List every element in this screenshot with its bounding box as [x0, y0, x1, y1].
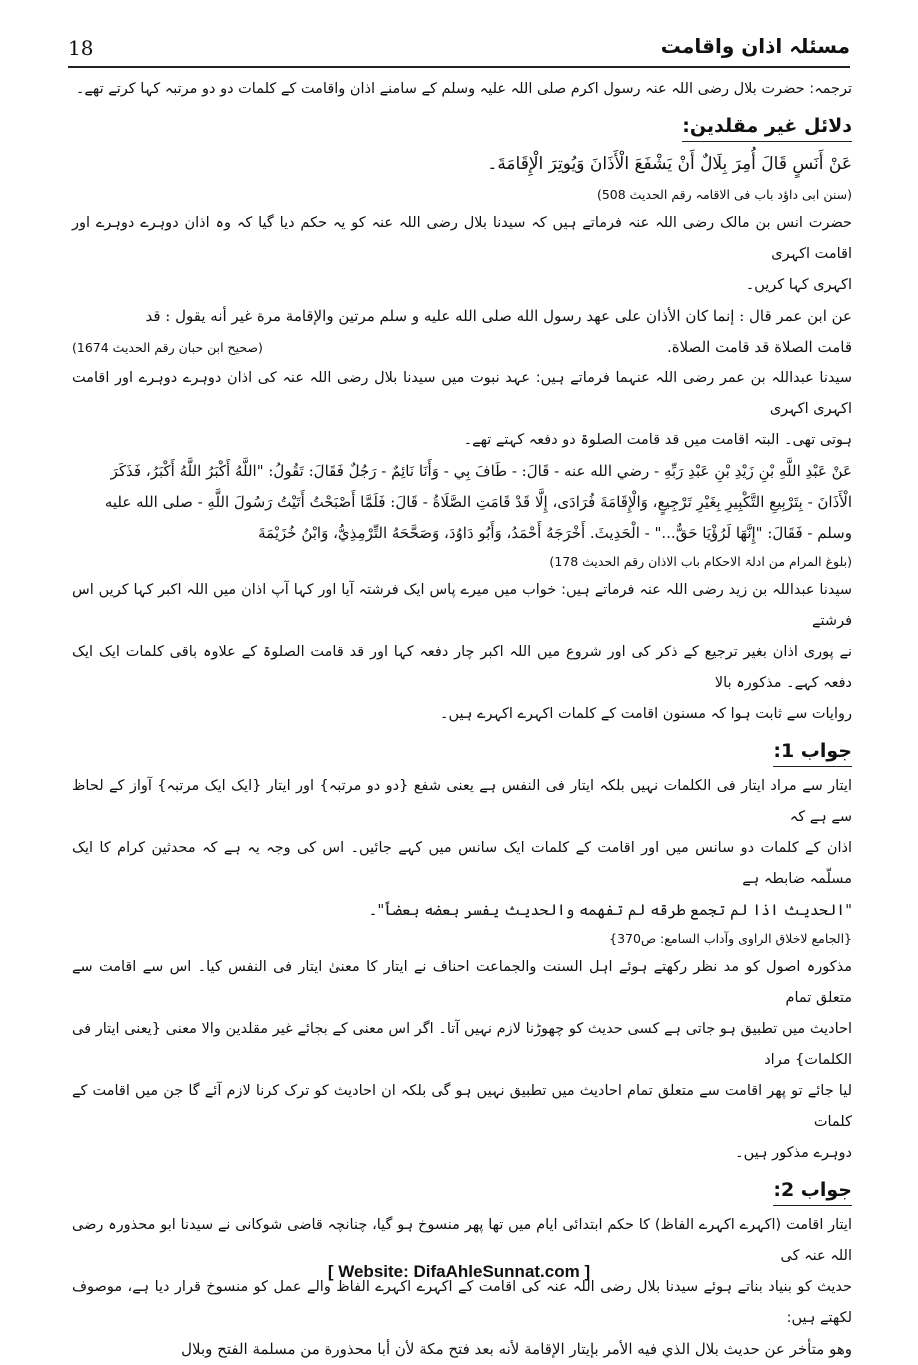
- translation-line: ترجمہ: حضرت بلال رضی اللہ عنہ رسول اکرم صلی اللہ علیہ وسلم کے سامنے اذان واقامت کے کلمات دو دو مرتبہ کہا کرتے تھے۔: [75, 81, 852, 97]
- jawab1-line-1: ایتار سے مراد ایتار فی الکلمات نہیں بلکہ ایتار فی النفس ہے یعنی شفع {دو دو مرتبہ} اور ایتار {ایک ایک مرتبہ} آواز کے لحاظ سے ہے کہ: [72, 778, 852, 825]
- ibn-umar-row: [72, 332, 852, 363]
- paragraph-zayd-3: روایات سے ثابت ہوا کہ مسنون اقامت کے کلمات اکہرے اکہرے ہیں۔: [439, 706, 852, 722]
- reference-abudawud: (سنن ابی داؤد باب فی الاقامہ رقم الحدیث 508): [596, 187, 852, 202]
- jawab2-line-1: ایتار اقامت (اکہرے اکہرے الفاظ) کا حکم ابتدائی ایام میں تھا پھر منسوخ ہو گیا، چنانچہ قاضی شوکانی نے سیدنا ابو محذورہ رضی اللہ عنہ کی: [72, 1217, 852, 1264]
- paragraph-ibnumar-1: سیدنا عبداللہ بن عمر رضی اللہ عنہما فرماتے ہیں: عہد نبوت میں سیدنا بلال رضی اللہ عنہ کی اذان دوہرے دوہرے اور اقامت اکہری اکہری: [72, 370, 852, 417]
- jawab1-line-2: اذان کے کلمات دو سانس میں اور اقامت کے کلمات ایک سانس میں کہے جائیں۔ اس کی وجہ یہ ہے کہ محدثین کرام کا ایک مسلّمہ ضابطہ ہے: [72, 840, 852, 887]
- heading-jawab-1: جواب 1:: [773, 736, 852, 767]
- hadith-zayd-2: الْأَذَانَ - بِتَرْبِيعِ التَّكْبِيرِ بِغَيْرِ تَرْجِيعٍ، وَالْإِقَامَةَ فُرَادَى، إِلَّا قَدْ قَامَتِ الصَّلَاةُ - قَالَ: فَلَمَّا أَصْبَحْتُ أَتَيْتُ رَسُولَ اللَّهِ - صلى الله عليه: [104, 493, 852, 511]
- paragraph-anas-1: حضرت انس بن مالک رضی اللہ عنہ فرماتے ہیں کہ سیدنا بلال رضی اللہ عنہ کو یہ حکم دیا گیا کہ وہ اذان دوہرے دوہرے اور اقامت اکہری: [72, 215, 852, 262]
- paragraph-anas-2: اکہری کہا کریں۔: [745, 277, 852, 293]
- jawab1-line-7: دوہرے مذکور ہیں۔: [735, 1145, 852, 1161]
- running-title: مسئلہ اذان واقامت: [660, 34, 850, 58]
- hadith-zayd-3: وسلم - فَقَالَ: "إِنَّهَا لَرُؤْيَا حَقٌّ..." - الْحَدِيثَ. أَخْرَجَهُ أَحْمَدُ، وَأَبُو دَاوُدَ، وَصَحَّحَهُ التِّرْمِذِيُّ، وَابْنُ خُزَيْمَةَ: [258, 524, 852, 542]
- reference-jami: {الجامع لاخلاق الراوی وآداب السامع: ص370}: [609, 931, 852, 946]
- paragraph-ibnumar-2: ہوتی تھی۔ البتہ اقامت میں قد قامت الصلوۃ دو دفعہ کہتے تھے۔: [463, 432, 852, 448]
- paragraph-zayd-2: نے پوری اذان بغیر ترجیع کے ذکر کی اور شروع میں اللہ اکبر چار دفعہ کہا اور قد قامت الصلوۃ کے علاوہ باقی کلمات ایک ایک دفعہ کہے۔ مذکورہ بالا: [72, 644, 852, 691]
- ibn-umar-arabic-2: قامت الصلاة قد قامت الصلاة.: [666, 338, 852, 356]
- website-footer: [ Website: DifaAhleSunnat.com ]: [327, 1262, 591, 1281]
- hadith-anas: عَنْ أَنَسٍ قَالَ أُمِرَ بِلَالٌ أَنْ يَشْفَعَ الْأَذَانَ وَيُوتِرَ الْإِقَامَةَ۔: [487, 154, 852, 174]
- page-header: [68, 30, 850, 68]
- heading-dalail: دلائل غیر مقلدین:: [682, 111, 852, 142]
- reference-ibnhibban: (صحیح ابن حبان رقم الحدیث 1674): [72, 340, 263, 355]
- page-body: [72, 74, 852, 1365]
- hadith-zayd-1: عَنْ عَبْدِ اللَّهِ بْنِ زَيْدِ بْنِ عَبْدِ رَبِّهِ - رضي الله عنه - قَالَ: - طَافَ بِي - وَأَنَا نَائِمٌ - رَجُلٌ فَقَالَ: تَقُولُ: "اللَّهُ أَكْبَرُ اللَّهُ أَكْبَرُ، فَذَكَرَ: [110, 462, 852, 480]
- jawab1-line-5: احادیث میں تطبیق ہو جاتی ہے کسی حدیث کو چھوڑنا لازم نہیں آتا۔ اگر اس معنی کے بجائے غیر مقلدین والا معنی {یعنی ایتار فی الکلمات} مراد: [72, 1021, 852, 1068]
- jawab1-line-6: لیا جائے تو پھر اقامت سے متعلق تمام احادیث میں تطبیق نہیں ہو گی بلکہ ان احادیث کو ترک کرنا لازم آئے گا جن میں اقامت کے کلمات: [72, 1083, 852, 1130]
- ibn-umar-arabic-1: عن ابن عمر قال : إنما كان الأذان على عهد رسول الله صلى الله عليه و سلم مرتين والإقامة مرة غير أنه يقول : قد: [145, 307, 852, 325]
- paragraph-zayd-1: سیدنا عبداللہ بن زید رضی اللہ عنہ فرماتے ہیں: خواب میں میرے پاس ایک فرشتہ آیا اور کہا آپ اذان میں اللہ اکبر کہا کریں اس فرشتے: [72, 582, 852, 629]
- jawab1-line-3: "الحديث اذا لم تجمع طرقه لم تفهمه والحديث يفسر بعضه بعضاً"۔: [368, 901, 852, 919]
- jawab2-line-2: حدیث کو بنیاد بناتے ہوئے سیدنا بلال رضی اللہ عنہ کی اقامت کے اکہرے اکہرے الفاظ والے عمل کو منسوخ قرار دیا ہے، موصوف لکھتے ہیں:: [72, 1279, 852, 1326]
- heading-jawab-2: جواب 2:: [773, 1175, 852, 1206]
- reference-bulugh: (بلوغ المرام من ادلۃ الاحکام باب الاذان رقم الحدیث 178): [549, 554, 852, 569]
- jawab1-line-4: مذکورہ اصول کو مد نظر رکھتے ہوئے اہل السنت والجماعت احناف نے ایتار کا معنیٰ ایتار فی النفس کیا۔ اس سے اقامت سے متعلق تمام: [72, 959, 852, 1006]
- page-number: 18: [68, 36, 94, 60]
- jawab2-line-3: وهو متأخر عن حديث بلال الذي فيه الأمر بإيتار الإقامة لأنه بعد فتح مكة لأن أبا محذورة من مسلمة الفتح وبلال: [181, 1340, 852, 1358]
